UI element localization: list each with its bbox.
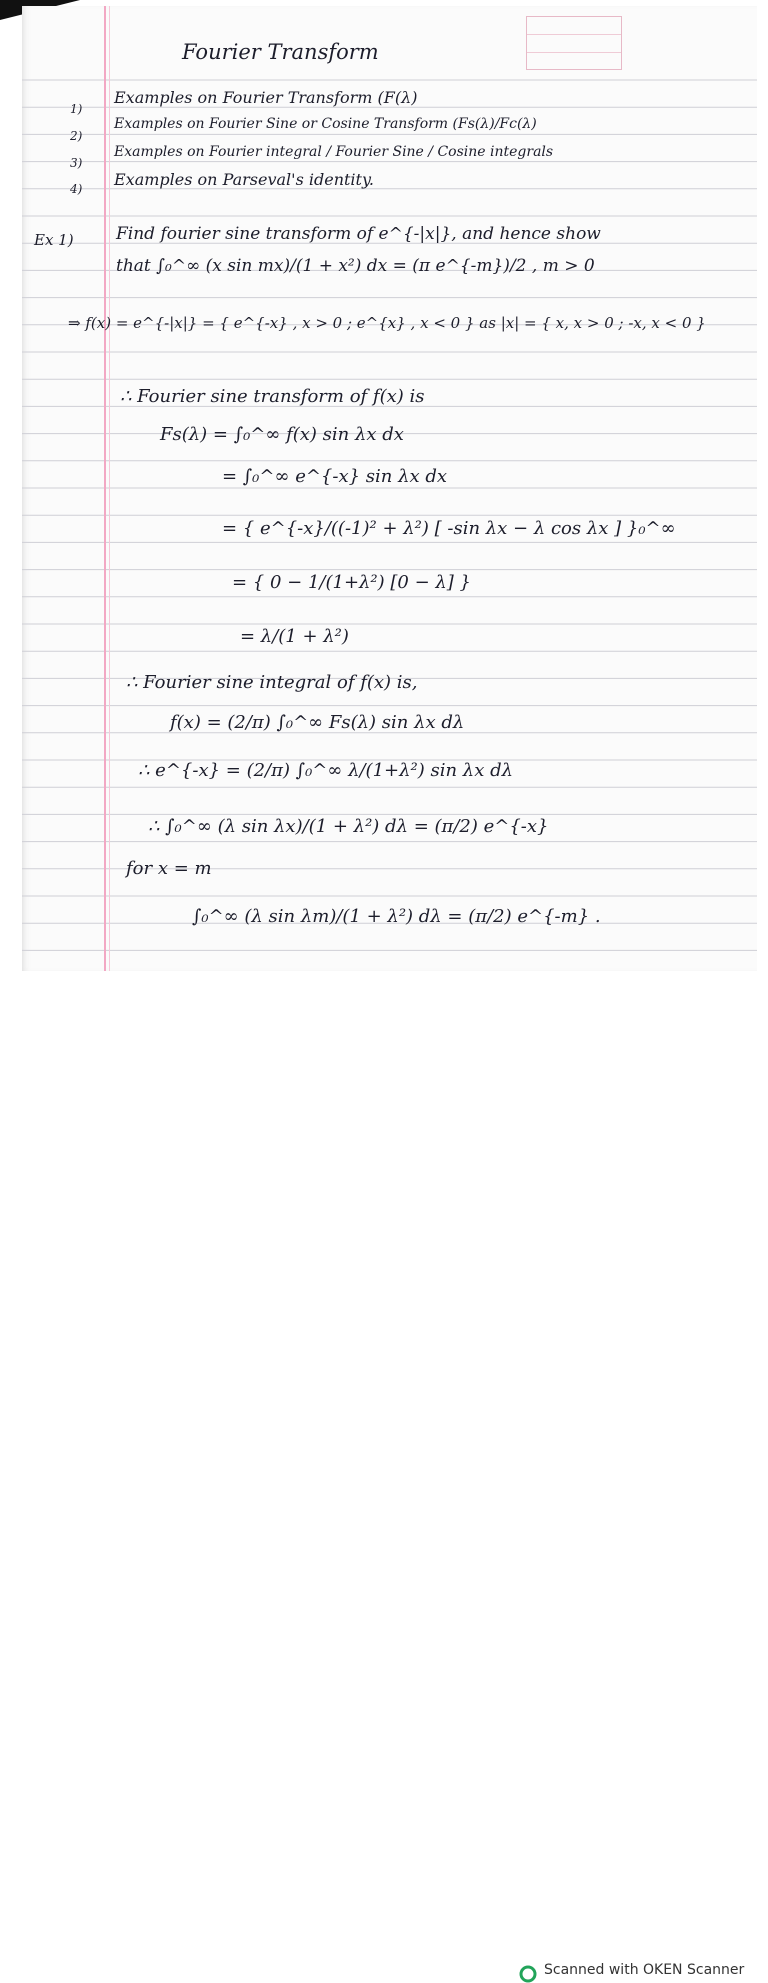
margin-line [104,6,106,971]
date-box-row [527,17,621,35]
list-item: Examples on Fourier integral / Fourier Sine / Cosine integrals [114,144,554,160]
list-item: Examples on Fourier Sine or Cosine Transform (Fs(λ)/Fc(λ) [114,116,537,132]
date-box-row [527,35,621,53]
scanner-footer-text: Scanned with OKEN Scanner [544,1962,745,1978]
date-box [526,16,622,70]
solution-line: = λ/(1 + λ²) [240,626,349,647]
solution-line: ⇒ f(x) = e^{-|x|} = { e^{-x} , x > 0 ; e^{x} , x < 0 } as |x| = { x, x > 0 ; -x, x < 0 } [68,314,706,332]
solution-line: = { 0 − 1/(1+λ²) [0 − λ] } [232,572,472,593]
solution-line: f(x) = (2/π) ∫₀^∞ Fs(λ) sin λx dλ [170,712,465,733]
solution-line: ∴ ∫₀^∞ (λ sin λx)/(1 + λ²) dλ = (π/2) e^{-x} [148,816,549,837]
solution-line: ∴ e^{-x} = (2/π) ∫₀^∞ λ/(1+λ²) sin λx dλ [138,760,513,781]
solution-line: = { e^{-x}/((-1)² + λ²) [ -sin λx − λ cos λx ] }₀^∞ [222,518,676,539]
solution-line: ∫₀^∞ (λ sin λm)/(1 + λ²) dλ = (π/2) e^{-m} . [192,906,601,927]
solution-line: = ∫₀^∞ e^{-x} sin λx dx [222,466,448,487]
example-label: Ex 1) [34,231,74,249]
list-number: 2) [70,129,83,143]
scanner-logo-icon [519,1965,537,1983]
scanner-footer [0,972,768,1978]
margin-line-secondary [109,6,110,971]
solution-line: Fs(λ) = ∫₀^∞ f(x) sin λx dx [160,424,404,445]
list-number: 4) [70,182,83,196]
list-number: 3) [70,156,83,170]
date-box-row [527,53,621,70]
page-title: Fourier Transform [182,40,379,64]
solution-line: ∴ Fourier sine transform of f(x) is [120,386,425,407]
notebook-page [22,6,757,971]
list-item: Examples on Fourier Transform (F(λ) [114,88,418,107]
list-item: Examples on Parseval's identity. [114,170,374,189]
example-statement: Find fourier sine transform of e^{-|x|}, and hence show [116,224,601,244]
example-show-that: that ∫₀^∞ (x sin mx)/(1 + x²) dx = (π e^{-m})/2 , m > 0 [116,256,595,276]
list-number: 1) [70,102,83,116]
solution-line: ∴ Fourier sine integral of f(x) is, [126,672,418,693]
solution-line: for x = m [126,858,212,879]
